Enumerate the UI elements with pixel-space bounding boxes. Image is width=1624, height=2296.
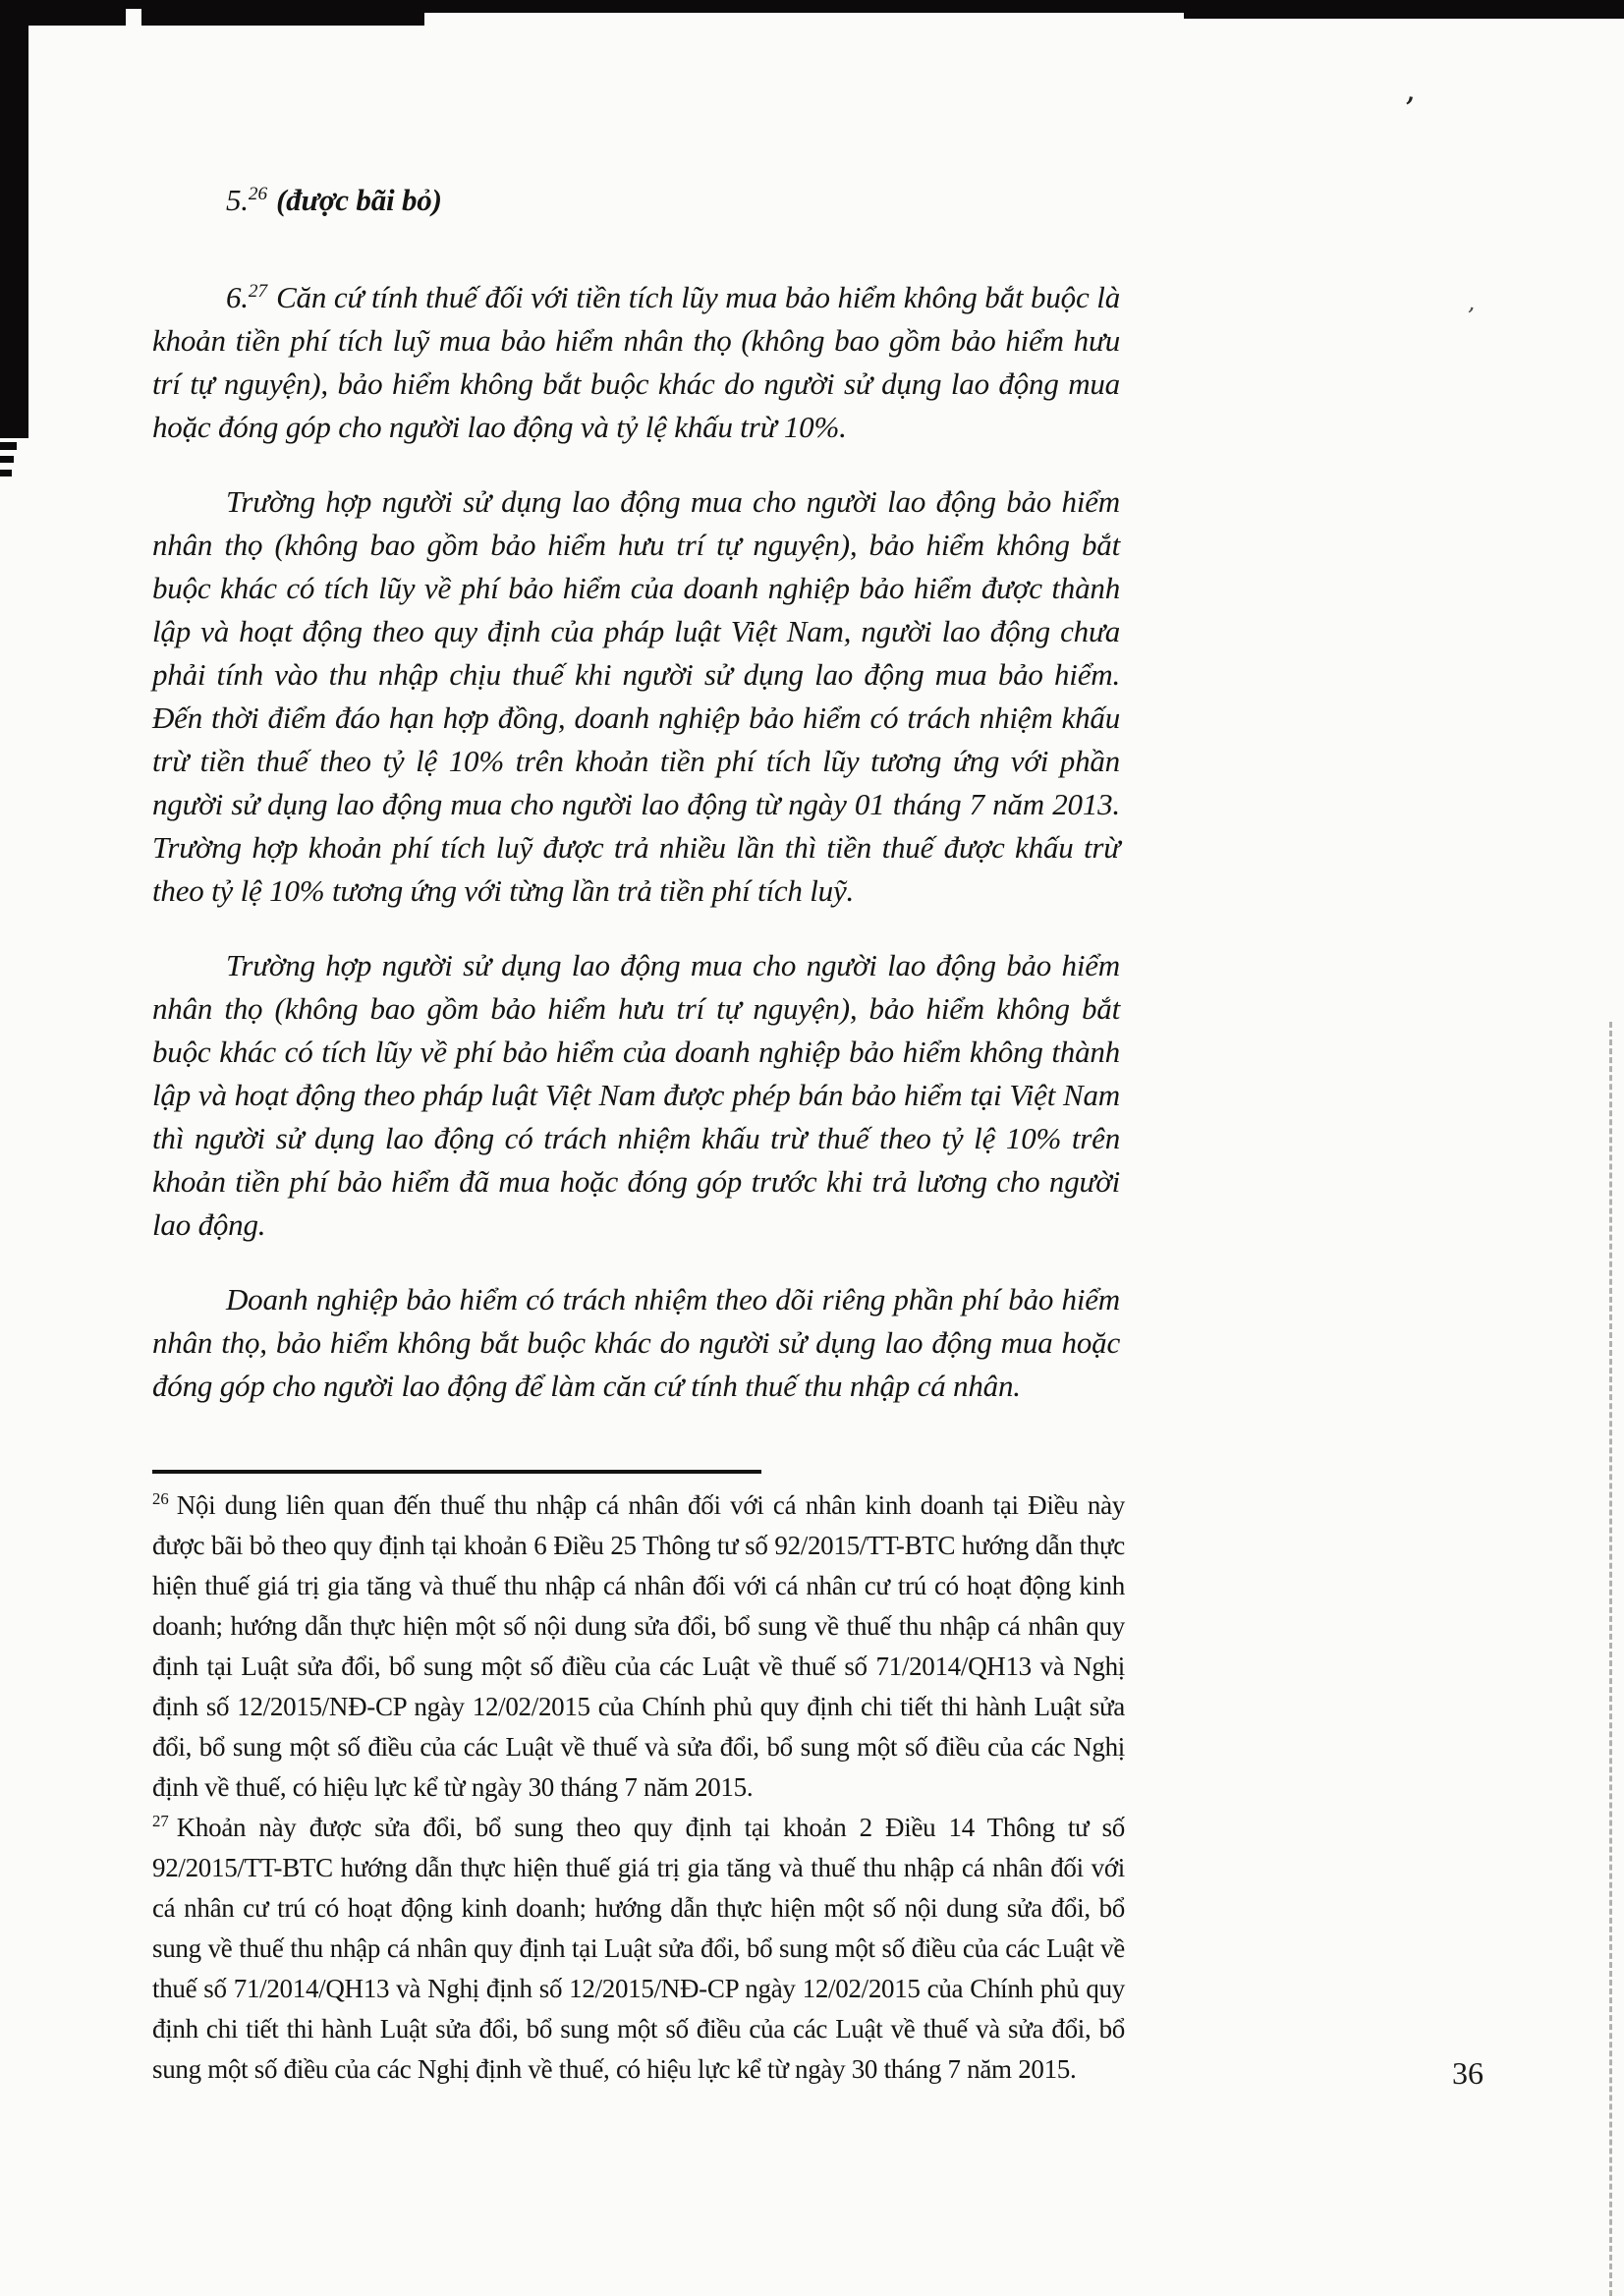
clause-6-text: Căn cứ tính thuế đối với tiền tích lũy mua bảo hiểm không bắt buộc là khoản tiền phí tích luỹ mua bảo hiểm nhân thọ (không bao gồm bảo hiểm hưu trí tự nguyện), bảo hiểm không bắt buộc khác do người sử dụng lao động mua hoặc đóng góp cho người lao động và tỷ lệ khấu trừ 10%. <box>152 280 1120 444</box>
scan-artifact-left-nub <box>0 442 17 450</box>
scan-artifact-top-notch <box>126 9 141 27</box>
document-body <box>152 179 1120 1408</box>
body-paragraph: Trường hợp người sử dụng lao động mua cho người lao động bảo hiểm nhân thọ (không bao gồm bảo hiểm hưu trí tự nguyện), bảo hiểm không bắt buộc khác có tích lũy về phí bảo hiểm của doanh nghiệp bảo hiểm được thành lập và hoạt động theo quy định của pháp luật Việt Nam, người lao động chưa phải tính vào thu nhập chịu thuế khi người sử dụng lao động mua bảo hiểm. Đến thời điểm đáo hạn hợp đồng, doanh nghiệp bảo hiểm có trách nhiệm khấu trừ tiền thuế theo tỷ lệ 10% trên khoản tiền phí tích lũy tương ứng với phần người sử dụng lao động mua cho người lao động từ ngày 01 tháng 7 năm 2013. Trường hợp khoản phí tích luỹ được trả nhiều lần thì tiền thuế được khấu trừ theo tỷ lệ 10% tương ứng với từng lần trả tiền phí tích luỹ. <box>152 484 1120 908</box>
body-paragraph: Doanh nghiệp bảo hiểm có trách nhiệm theo dõi riêng phần phí bảo hiểm nhân thọ, bảo hiểm không bắt buộc khác do người sử dụng lao động mua hoặc đóng góp cho người lao động để làm căn cứ tính thuế thu nhập cá nhân. <box>152 1282 1120 1403</box>
scan-speck-top-right: ’ <box>1400 89 1417 131</box>
page-number: 36 <box>1452 2055 1484 2091</box>
clause-number: 5. <box>226 183 249 217</box>
footnote-reference-26: 26 <box>248 183 268 204</box>
footnote-27-text: Khoản này được sửa đổi, bổ sung theo quy định tại khoản 2 Điều 14 Thông tư số 92/2015/TT-BTC hướng dẫn thực hiện thuế giá trị gia tăng và thuế thu nhập cá nhân đối với cá nhân cư trú có hoạt động kinh doanh; hướng dẫn thực hiện một số nội dung sửa đổi, bổ sung về thuế thu nhập cá nhân quy định tại Luật sửa đổi, bổ sung một số điều của các Luật về thuế số 71/2014/QH13 và Nghị định số 12/2015/NĐ-CP ngày 12/02/2015 của Chính phủ quy định chi tiết thi hành Luật sửa đổi, bổ sung một số điều của các Luật về thuế và sửa đổi, bổ sung một số điều của các Nghị định về thuế, có hiệu lực kể từ ngày 30 tháng 7 năm 2015. <box>152 1813 1125 2084</box>
footnote-26-text: Nội dung liên quan đến thuế thu nhập cá nhân đối với cá nhân kinh doanh tại Điều này được bãi bỏ theo quy định tại khoản 6 Điều 25 Thông tư số 92/2015/TT-BTC hướng dẫn thực hiện thuế giá trị gia tăng và thuế thu nhập cá nhân đối với cá nhân cư trú có hoạt động kinh doanh; hướng dẫn thực hiện một số nội dung sửa đổi, bổ sung về thuế thu nhập cá nhân quy định tại Luật sửa đổi, bổ sung một số điều của các Luật về thuế số 71/2014/QH13 và Nghị định số 12/2015/NĐ-CP ngày 12/02/2015 của Chính phủ quy định chi tiết thi hành Luật sửa đổi, bổ sung một số điều của các Luật về thuế và sửa đổi, bổ sung một số điều của các Nghị định về thuế, có hiệu lực kể từ ngày 30 tháng 7 năm 2015. <box>152 1490 1125 1802</box>
scan-artifact-left-nub <box>0 456 14 463</box>
scan-artifact-top-left-band <box>0 0 424 26</box>
footnote-26 <box>152 1485 1125 1808</box>
scan-artifact-left-band <box>0 0 28 438</box>
scan-artifact-top-mid-band <box>413 0 1199 13</box>
scan-artifact-right-dashed-edge <box>1609 1022 1612 2296</box>
footnotes-section <box>152 1485 1125 2090</box>
footnote-number: 26 <box>152 1489 169 1508</box>
scan-artifact-left-nub <box>0 470 12 476</box>
footnote-number: 27 <box>152 1812 169 1830</box>
clause-6 <box>152 276 1120 449</box>
scan-speck-mid-right: ’ <box>1463 302 1477 331</box>
clause-5 <box>152 179 1120 222</box>
body-paragraph: Trường hợp người sử dụng lao động mua cho người lao động bảo hiểm nhân thọ (không bao gồm bảo hiểm hưu trí tự nguyện), bảo hiểm không bắt buộc khác có tích lũy về phí bảo hiểm của doanh nghiệp bảo hiểm không thành lập và hoạt động theo pháp luật Việt Nam được phép bán bảo hiểm tại Việt Nam thì người sử dụng lao động có trách nhiệm khấu trừ thuế theo tỷ lệ 10% trên khoản tiền phí bảo hiểm đã mua hoặc đóng góp trước khi trả lương cho người lao động. <box>152 948 1120 1242</box>
footnote-27 <box>152 1808 1125 2090</box>
footnote-separator <box>152 1470 761 1474</box>
clause-5-text: (được bãi bỏ) <box>276 183 442 217</box>
scan-artifact-top-right-band <box>1184 0 1624 19</box>
clause-number: 6. <box>226 280 249 314</box>
footnote-reference-27: 27 <box>248 280 268 302</box>
